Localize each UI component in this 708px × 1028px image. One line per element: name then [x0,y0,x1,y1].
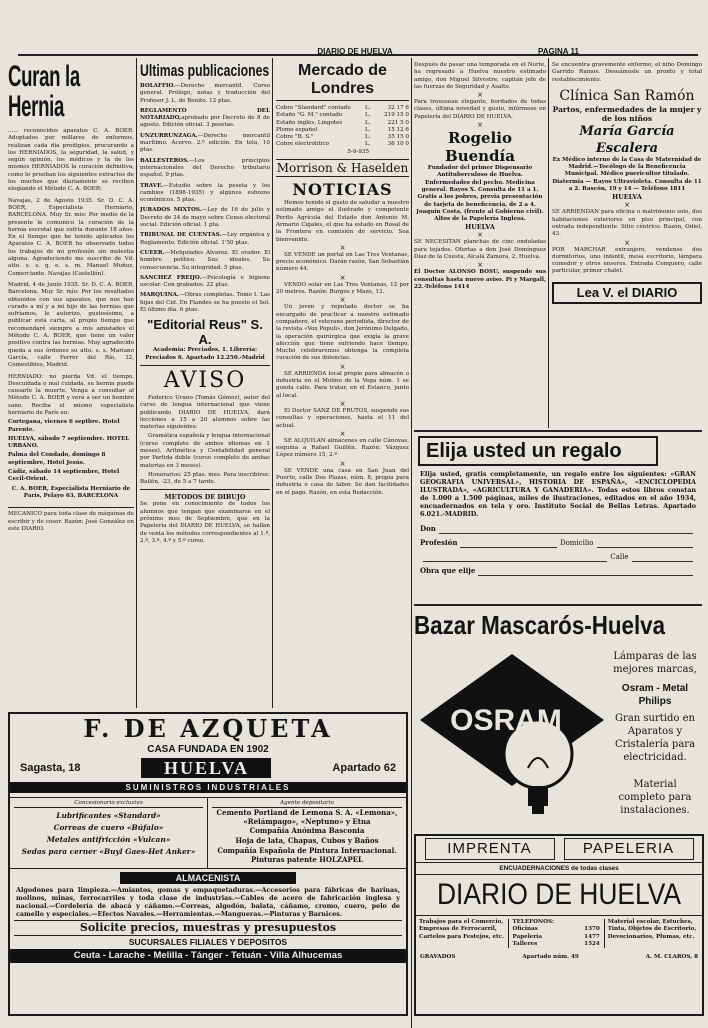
azqueta-right [208,798,406,868]
imprenta-label: IMPRENTA [425,838,555,860]
escalera-info: Ex Médico interno de la Casa de Maternidad de Madrid.—Tocólogo de la Beneficencia Municipal. Médico puericultor titulado. Diatermia — Rayos Ultravioleta. Consulta de 11 a 2. Rascón, 19 y 14 — Teléfono 1811 [552,156,702,193]
lea-diario: Lea V. el DIARIO [552,282,702,304]
hernia-letter: Navajas, 2 de Agosto 1935. Sr. D. C. A. BOER, Especialista Herniario, BARCELONA. Muy Sr. mío: Por medio de la presente le comunico la curación de la hernia escrotal que sufría durante 18 años. En el tiempo que he tenido aplicados los Aparatos C. A. BOER he observado todos los trabajos de mi profesión sin molestia alguna. Agradeciendo me suscribo de Vd. atto. s. s. q. e. s. m. Manuel Muñoz, Comerciante. Navajas (Castellón). [8,197,134,277]
azqueta-city: HUELVA [141,758,271,778]
market-title: Mercado de Londres [276,62,409,101]
noticia: VENDO solar en Las Tres Ventanas, 12 por 20 metros. Razón: Burgos y Mazo, 13. [276,281,409,296]
elija-body: Elija usted, gratis completamente, un regalo entre los siguientes: «GRAN GEOGRAFIA UNIVERSAL», HISTORIA DE ESPAÑA», «ENCICLOPEDIA ILUSTRADA», «AGRICULTURA Y GANADERIA». Todas estos libros constan de 1.000 a 1.500 páginas, miles de ilustraciones, editados en el año 1934, encuadernados en tela y oro. Instituto Social de Bellas Letras. Apartado 6.021.-MADRID. [420,470,696,518]
book-desc: —Derecho mercantil. Curso general. Prólogo, notas y traducción del Profesor J. L. de Benito. 12 ptas. [140,83,270,104]
hernia-schedule [8,419,134,483]
encuadernaciones: ENCUADERNACIONES de todas clases [416,862,702,875]
agente-item: Cemento Portland de Lemona S. A. «Lemona», «Relámpago», «Neptuno» y Etna [216,808,398,826]
notice-garrido: Se encuentra gravemente enfermo, el niño Domingo Garrido Ramos. Deseámosle un pronto y total restablecimiento. [552,62,702,83]
market-name: Estaño "G. M." contado [276,112,343,119]
metodos-title: METODOS DE DIBUJO [164,493,246,502]
book-desc: —Melquiades Alvarez. El orador. El hombre político. Sus ideales. Su consecuencia. Su integridad. 5 ptas. [140,249,270,271]
publisher-name: "Editorial Reus" S. A. [147,317,263,348]
book-title: BALLESTEROS. [140,157,189,164]
noticia: SE ARRIENDA local propio para almacén o industria en el Molino de la Vega núm. 1 se gunda calle. Para tratar, en el Estanco, junto al local. [276,370,409,399]
azqueta-street: Sagasta, 18 [20,762,81,774]
clinic-title: Clínica San Ramón [559,87,695,104]
header-paper: DIARIO DE HUELVA [317,47,393,56]
azqueta-sub: SUMINISTROS INDUSTRIALES [10,782,406,793]
book-desc: —Ley de 16 de julio y Decreto de 24 de mayo sobre Censo electoral social. Edición oficial. 1 pta. [140,207,270,229]
noticia: SE ALQUILAN almacenes en calle Cánovas, esquina a Rafael Guillén. Razón: Vázquez López número 15, 2.º [276,437,409,459]
field-domicilio: Domicilio [559,539,594,547]
market-name: Plomo español [276,126,318,133]
address: A. M. CLAROS, 8 [645,954,698,961]
imprenta-title: DIARIO DE HUELVA [436,878,682,911]
col-rule [411,58,412,1028]
market-row [276,141,409,148]
book-item [140,183,270,205]
elija-form [414,518,702,578]
book-title: MARQUINA. [140,292,179,299]
bazar-ad [414,610,704,830]
tel-row [513,926,600,933]
notice-alonso: El Doctor ALONSO BOSU, suspende sus consultas hasta nuevo aviso. Pi y Margall, 22.-Teléfono 1414 [414,269,546,290]
mechanic-ad: MECANICO para toda clase de máquinas de escribir y de coser. Razón: José González en este DIARIO. [8,507,134,533]
noticia: El Doctor SANZ DE FRUTOS, suspende sus consultas y operaciones, hasta el 11 del actual. [276,407,409,429]
col-rule [136,58,137,708]
header-page: PAGINA 11 [538,47,579,56]
agente-item: Pinturas patente HOLZAPEL [251,855,363,865]
metodos-body: Se pone en conocimiento de todos los alumnos que tengan que examinarse en el próximo mes de Septiembre, que en la Papelería del DIARIO DE HUELVA, se hallan de venta los métodos correspondientes al 1.º, 2.º, 3.º, 4.º y 5.º curso. [140,501,270,544]
market-value: 219 15 0 [384,112,409,119]
bazar-text-3: Gran surtido en Aparatos y Cristalería para electricidad. [614,713,696,763]
tel-value: 1477 [584,933,600,940]
book-item [140,232,270,247]
schedule-item: Cortegana, viernes 6 septbre. Hotel Parente. [8,419,120,433]
alm-body: Algodones para limpieza.—Amiantos, gomas y empaquetaduras.—Accesorios para fábricas de harinas, molinos, minas, ferrocarriles y toda clase de industrias.—Cables de acero de fabricación inglesa y nacional.—Cordelería de abacá y cáñamo.—Correas, algodón, balata, cáñamo, cromo, cuero, pelo de camello y especiales.—Efectos Navales.—Herramientas.—Mangueras.—Pinturas y Barnices. [16,885,400,918]
market-row [276,105,409,112]
profesion-input[interactable] [460,536,557,548]
schedule-item: HUELVA, sábado 7 septiembre. HOTEL URBANO. [8,435,130,450]
book-item [140,158,270,180]
book-title: REGLAMENTO DEL NOTARIADO, [140,107,270,122]
clinic-column: Se encuentra gravemente enfermo, el niño Domingo Garrido Ramos. Deseámosle un pronto y total restablecimiento. Clínica San Ramón Partos, enfermedades de la mujer y de los niños María García Escalera Ex Médico interno de la Casa de Maternidad de Madrid.—Tocólogo de la Beneficencia Municipal. Médico puericultor titulado. Diatermia — Rayos Ultravioleta. Consulta de 11 a 2. Rascón, 19 y 14 — Teléfono 1811 HUELVA × SE ARRIENDAN para oficina o matrimonio solo, dos habitaciones exteriores en piso principal, con entrada independiente. Sitio céntrico. Razón, Odiel, 43. × POR MARCHAR extranjero, vendense dos dormitorios, uno infantil, mesa escritorio, lámpara comedor y otros enseres. Entrada Conquero, calle particular, primer chalet. Lea V. el DIARIO [552,62,702,426]
azqueta-apartado: Apartado 62 [332,762,396,774]
clinic-subtitle: Partos, enfermedades de la mujer y de los niños [552,104,702,123]
field-profesion: Profesión [420,538,458,547]
book-desc: —Ley orgánica y Reglamento. Edición oficial. 1'50 ptas. [140,232,270,246]
hernia-intro: ...... reconocidos aparatos C. A. BOER. Adoptados por millares de enfermos, realizan cada día prodigios, procurando a los HERNIADOS, la seguridad, la salud, y según opinión, los médicos y la de los mismos HERNIADOS la curación definitiva, como lo prueban los siguientes extractos de los muchos que diariamente se reciben elogiando el Método C. A. BOER: [8,128,134,193]
don-input[interactable] [439,522,693,534]
market-row [276,120,409,127]
field-obra: Obra que elije [420,566,476,575]
publications-title: Ultimas publicaciones [140,62,270,80]
left-head: Concesionario exclusivo [14,800,203,808]
telefonos [508,919,605,948]
book-item [140,207,270,229]
publications-column [140,62,270,706]
book-title: JURADOS MIXTOS. [140,207,202,214]
concesion-item: Correas de cuero «Búfalo» [53,823,164,833]
book-desc: —Psicología e higiene escolar. Con grabados. 22 ptas. [140,274,270,289]
aviso-body [140,395,270,487]
book-desc: —Obras completas. Tomo I. Las hijas del Cid. En Flandes se ha puesto el Sol. El último día. 6 ptas. [140,292,270,314]
bazar-text-1: Lámparas de las mejores marcas, [613,651,697,675]
book-item [140,133,270,155]
book-item [140,275,270,290]
tel-row [513,934,600,941]
book-item [140,250,270,272]
obra-input[interactable] [478,564,693,576]
hernia-ad [8,62,134,706]
aviso-title: AVISO [163,367,247,393]
market-value: 32 17 6 [387,105,409,111]
solicite: Solicite precios, muestras y presupuestos [14,920,402,936]
papeleria-label: PAPELERIA [564,838,694,860]
market-currency: L. [365,105,371,111]
noticia: SE VENDE un portal en Las Tres Ventanas, precio económico. Darán razón, San Sebastián número 44. [276,251,409,273]
market-name: Cobre "Standard" contado [276,105,351,111]
alm-title: ALMACENISTA [120,872,296,884]
market-value: 15 12 6 [387,126,409,133]
col-rule [548,58,549,428]
hernia-letters [8,198,134,418]
notice-marchar: POR MARCHAR extranjero, vendense dos dormitorios, uno infantil, mesa escritorio, lámpara comedor y otros enseres. Entrada Conquero, calle particular, primer chalet. [552,246,702,275]
azqueta-founded: CASA FUNDADA EN 1902 [147,744,269,755]
noticias-list: Hemos tenido el gusto de saludar a nuestro estimado amigo el ilustrado y competente Perito Agrícola del Estado don Antonio M. Armario Cigales, el que ha estado en Rosal de la Frontera en comisión de servicio. Sea bienvenido. × SE VENDE un portal en Las Tres Ventanas, precio económico. Darán razón, San Sebastián número 44. × VENDO solar en Las Tres Ventanas, 12 por 20 metros. Razón: Burgos y Mazo, 13. × Un joven y reputado doctor se ha encargado de practicar a nuestro estimado compañero, el veterano periodista, director de la revista «Vox Populi», don Jerónimo Delgado, la operación quirúrgica que exigía la grave afección que tiene sufriendo hace tiempo. Mucho celebraremos obtenga la completa curación de sus dolencias. × SE ARRIENDA local propio para almacén o industria en el Molino de la Vega núm. 1 se gunda calle. Para tratar, en el Estanco, junto al local. × El Doctor SANZ DE FRUTOS, suspende sus consultas y operaciones, hasta el 11 del actual. × SE ALQUILAN almacenes en calle Cánovas, esquina a Rafael Guillén. Razón: Vázquez López número 15, 2.º × SE VENDE una casa en San Juan del Puerto, calle Dos Plazas, núm. 8, propia para industria o casa de labor. Se dan facilidades en el pago. Razón, en esta Redacción. [276,200,409,496]
osram-brand: OSRAM [450,704,562,737]
agente-item: Compañía Española de Pintura Internacional. [217,845,397,855]
book-title: CUEER. [140,249,165,256]
tel-name: Papelería [512,933,543,940]
market-date: 5-9-935 [347,148,369,155]
notice-arriendan: SE ARRIENDAN para oficina o matrimonio solo, dos habitaciones exteriores en piso principal, con entrada independiente. Sitio céntrico. Razón, Odiel, 43. [552,209,702,238]
bazar-text-4: Material completo para instalaciones. [618,779,692,816]
buendia-name: Rogelio Buendía [445,129,515,166]
apartado: Apartado núm. 49 [522,954,579,961]
market-table [276,105,409,149]
schedule-item: Palma del Condado, domingo 8 septiembre, Hotel Jesús. [8,452,106,466]
market-row [276,112,409,119]
domicilio-input[interactable] [597,536,694,548]
hernia-signoff: C. A. BOER, Especialista Herniario de París, Pelayo 63, BARCELONA [11,485,131,499]
field-don: Don [420,524,436,533]
suc-list: Ceuta - Larache - Melilla - Tánger - Tetuán - Villa Alhucemas [10,949,406,963]
city-huelva: HUELVA [465,223,495,232]
bazar-title: Bazar Mascarós-Huelva [414,610,666,640]
book-item [140,108,270,130]
azqueta-ad [8,712,408,1016]
tel-head: TELEFONOS: [512,919,555,925]
concesion-item: Lubrificantes «Standard» [56,811,161,821]
hernia-letter: HERNIADO: no pierda Vd. el tiempo. Descuidada o mal cuidada, su hernia puede causarle la muerte. Venga a consultar al Método C. A. BOER y verá a ser un hombre sano. Reciba el mismo especialista herniario de París en: [8,373,134,416]
publisher-info: Academia: Preciados, 1. Librería: Preciados 6. Apartado 12.250.-Madrid [145,347,265,361]
elija-title: Elija usted un regalo [418,436,658,466]
market-currency: L. [365,141,371,148]
notice-trousseau: Para trousseau elegante, bordados de todas clases, última novedad y gusto, infórmese en Papelería del DIARIO DE HUELVA. [414,99,546,120]
book-item [140,83,270,105]
book-title: TRAVE. [140,182,164,189]
concesion-item: Metales antifricción «Vulcan» [46,835,171,845]
book-title: UNZURRUNZAGA. [140,132,198,139]
book-desc: —Derecho mercantil marítimo. Acervo. 2.ª edición. En tela, 10 ptas. [140,132,270,154]
market-currency: L. [365,134,371,141]
market-name: Cobre "B. S." [276,134,314,141]
aviso-para: Gramática española y lengua internacional (curso completo de ambos idiomas en 1 meses). Aritmética y Contabilidad general por Partida doble (curso completo de ambas materias en 3 meses). [140,433,270,469]
right-head: Agente depositario [212,800,402,808]
book-title: TRIBUNAL DE CUENTAS. [140,232,222,239]
market-currency: L. [365,126,371,133]
agente-item: Hoja de lata, Chapas, Cubos y Baños [235,836,379,846]
hernia-letter: Madrid, 4 de Junio 1935. Sr. D. C. A. BOER, Barcelona. Muy Sr. mío: Por los resultados obtenidos con sus aparatos, que nos han curado a mí y a mi hijo de las hernias que sufríamos, le autorizo, gustosísimo, a publicar esta carta, al propio tiempo que recomendaré siempre a mis amistades el Método C. A. BOER, que tiene un valor positivo contra las hernias. Muy agradecido queda a sus órdenes su atto. s. s. Mariano García, calle Ferrer del Río, 32, Comestibles, Madrid. [8,281,134,369]
elija-ad [414,430,702,606]
noticia: Hemos tenido el gusto de saludar a nuestro estimado amigo el ilustrado y competente Perito Agrícola del Estado don Antonio M. Armario Cigales, el que ha estado en Rosal de la Frontera en comisión de servicio. Sea bienvenido. [276,200,409,243]
market-currency: L. [365,112,371,119]
market-value: 35 15 0 [387,134,409,141]
schedule-item: Cádiz, sábado 14 septiembre, Hotel Cecil-Orient. [8,469,120,483]
market-value: 221 5 0 [387,119,409,126]
azqueta-name: F. DE AZQUETA [83,714,333,743]
tel-value: 1524 [584,940,600,947]
market-row [276,127,409,134]
hernia-title: Curan la Hernia [8,62,80,123]
osram-bulb-logo [416,650,608,825]
azqueta-left [10,798,208,868]
bazar-text-2: Osram - Metal Philips [621,683,689,707]
market-row [276,134,409,141]
aviso-para: Federico Urano (Tomás Gómez), autor del curso de lengua internacional que viene publicando DIARIO DE HUELVA, dará lecciones a 15 a 20 alumnos sobre las materias siguientes: [140,394,270,431]
tel-value: 1370 [584,926,600,933]
book-desc: —Los principios internacionales del Derecho tributario español. 9 ptas. [140,157,270,179]
grabados: GRAVADOS [420,954,456,961]
tel-row [513,941,600,948]
city-huelva-2: HUELVA [612,193,642,202]
book-list [140,83,270,314]
noticia: SE VENDE una casa en San Juan del Puerto, calle Dos Plazas, núm. 8, propia para industria o casa de labor. Se dan facilidades en el pago. Razón, en esta Redacción. [276,467,409,496]
book-title: BOLAFFIO. [140,83,176,89]
tel-name: Talleres [512,940,538,947]
market-column [276,62,409,706]
noticias-title: NOTICIAS [292,180,393,200]
book-title: SANCHEZ FREIJO. [140,274,202,281]
tel-name: Oficinas [512,926,538,933]
aviso-para: Honorarios: 25 ptas. mes. Para inscribirse: Bailén, -23, de 5 a 7 tarde. [140,471,270,486]
notices-column: Después de pasar una temporada en el Norte, ha regresado a Huelva nuestro estimado amigo, don Miguel Silvestre, capitán jefe de las fuerzas de Seguridad y Asalto. × Para trousseau elegante, bordados de todas clases, última novedad y gusto, infórmese en Papelería del DIARIO DE HUELVA. × Rogelio Buendía Fundador del primer Dispensario Antituberculoso de Huelva. Enfermedades del pecho. Medicina general. Rayos X. Consulta de 11 a 1. Gratis a los pobres, previa presentación de tarjeta de beneficencia, de 2 a 4. Joaquín Costa, (frente al Gobierno civil). Altos de la Papelería Inglesa. HUELVA × SE NECESITAN planchas de cinc onduladas para tejados. Ofertas a don José Domínguez Díaz de la Cuesta, Alcalá Zamora, 2, Huelva. × El Doctor ALONSO BOSU, suspende sus consultas hasta nuevo aviso. Pi y Margall, 22.-Teléfono 1414 [414,62,546,290]
suc-title: SUCURSALES FILIALES Y DEPOSITOS [128,936,288,947]
book-desc: aprobado por Decreto de 8 de agosto. Edición oficial. 3 pesetas. [140,115,270,129]
escalera-name: María García Escalera [579,123,675,156]
agente-item: Compañía Anónima Basconia [249,826,365,836]
field-calle: Calle [610,553,629,561]
market-name: Estaño inglés, Lingotes [276,119,343,126]
buendia-info: Fundador del primer Dispensario Antituberculoso de Huelva. Enfermedades del pecho. Medicina general. Rayos X. Consulta de 11 a 1. Gratis a los pobres, previa presentación de tarjeta de beneficencia, de 2 a 4. Joaquín Costa, (frente al Gobierno civil). Altos de la Papelería Inglesa. [416,165,544,223]
book-desc: —Estudio sobre la peseta y los cambios (1898-1935) y algunos esbozos económicos. 5 ptas. [140,182,270,204]
noticia: Un joven y reputado doctor se ha encargado de practicar a nuestro estimado compañero, el veterano periodista, director de la revista «Vox Populi», don Jerónimo Delgado, la operación quirúrgica que exigía la grave afección que tiene sufriendo hace tiempo. Mucho celebraremos obtenga la completa curación de sus dolencias. [276,304,409,362]
market-source: Morrison & Haselden [276,161,409,176]
concesion-item: Sedas para cerner «Buyl Gaes-Het Anker» [21,847,196,857]
imprenta-info-left: Trabajos para el Comercio, Empresas de Ferrocarril, Cartelos para Festejos, etc. [419,919,504,940]
market-currency: L. [365,119,371,126]
calle-input[interactable] [632,550,693,562]
imprenta-ad [414,834,704,1016]
market-name: Cobre electrolítico [276,141,329,148]
notice-planchas: SE NECESITAN planchas de cinc onduladas para tejados. Ofertas a don José Domínguez Díaz de la Cuesta, Alcalá Zamora, 2, Huelva. [414,239,546,261]
notice-silvestre: Después de pasar una temporada en el Norte, ha regresado a Huelva nuestro estimado amigo, don Miguel Silvestre, capitán jefe de las fuerzas de Seguridad y Asalto. [414,62,546,90]
market-value: 36 10 0 [387,141,409,148]
col-rule [272,58,273,708]
book-item [140,292,270,314]
imprenta-info-right: Material escolar, Estuches, Tinta, Objetos de Escritorio, Devocionarios, Plumas, etc. [607,919,697,940]
